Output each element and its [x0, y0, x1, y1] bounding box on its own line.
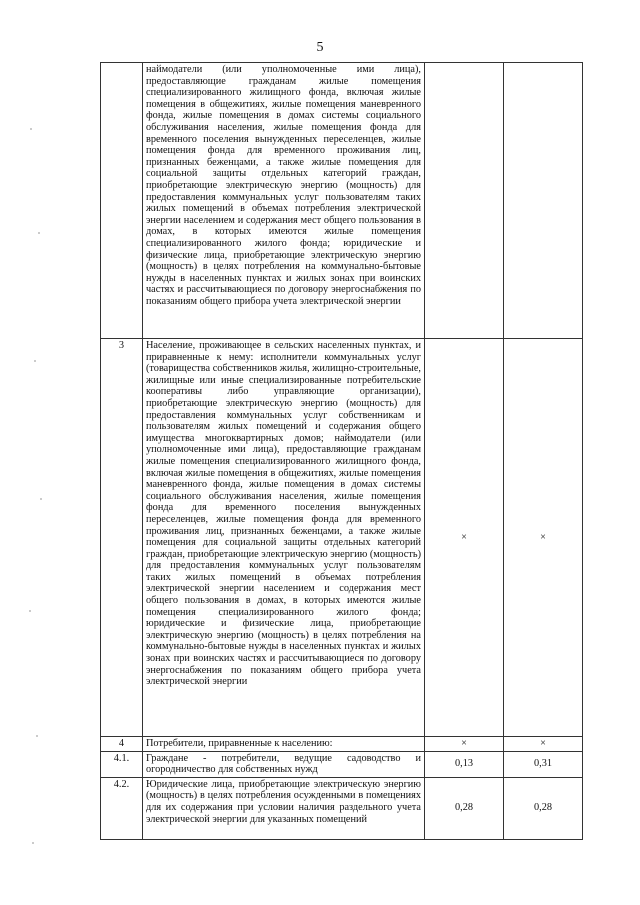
row-value-2: ×	[504, 339, 583, 737]
scan-speck	[32, 842, 34, 844]
row-value-2: ×	[504, 737, 583, 752]
row-value-1	[425, 63, 504, 339]
row-description: Граждане - потребители, ведущие садоводство и огородничество для собственных нужд	[143, 751, 425, 777]
row-description: Потребители, приравненные к населению:	[143, 737, 425, 752]
row-description: наймодатели (или уполномоченные ими лица), предоставляющие гражданам жилые помещения специализированного жилищного фонда, включая жилые помещения в общежитиях, жилые помещения маневренного фонда, жилые помещения в домах системы социального обслуживания населения, жилые помещения фонда для временного поселения вынужденных переселенцев, жилые помещения фонда для временного проживания лиц, признанных беженцами, а также жилые помещения для социальной защиты отдельных категорий граждан, приобретающие электрическую энергию (мощность) для предоставления коммунальных услуг пользователям таких жилых помещений в объемах потребления электрической энергии населением и содержания мест общего пользования в домах, в которых имеются жилые помещения специализированного жилого фонда; юридические и физические лица, приобретающие электрическую энергию (мощность) в целях потребления на коммунально-бытовые нужды в населенных пунктах и жилых зонах при воинских частях и рассчитывающиеся по договору энергоснабжения по показаниям общего прибора учета электрической энергии	[143, 63, 425, 339]
scan-speck	[40, 498, 42, 500]
scan-speck	[30, 128, 32, 130]
row-value-2: 0,31	[504, 751, 583, 777]
table-row	[101, 751, 583, 777]
row-description: Юридические лица, приобретающие электрическую энергию (мощность) в целях потребления осужденными в помещениях для их содержания при условии наличия раздельного учета электрической энергии для указанных помещений	[143, 777, 425, 839]
scan-speck	[29, 610, 31, 612]
page-number: 5	[316, 40, 324, 55]
table-row	[101, 737, 583, 752]
row-value-1: ×	[425, 737, 504, 752]
scan-speck	[36, 735, 38, 737]
row-number: 4.1.	[101, 751, 143, 777]
scan-speck	[34, 360, 36, 362]
row-value-2: 0,28	[504, 777, 583, 839]
scan-speck	[38, 232, 40, 234]
row-number	[101, 63, 143, 339]
row-value-1: 0,28	[425, 777, 504, 839]
row-number: 4	[101, 737, 143, 752]
row-number: 4.2.	[101, 777, 143, 839]
table-row	[101, 63, 583, 339]
table-row	[101, 339, 583, 737]
row-number: 3	[101, 339, 143, 737]
table-row	[101, 777, 583, 839]
row-description: Население, проживающее в сельских населенных пунктах, и приравненные к нему: исполнители коммунальных услуг (товарищества собственников жилья, жилищно-строительные, жилищные или иные специализированные потребительские кооперативы либо управляющие организации), приобретающие электрическую энергию (мощность) для предоставления коммунальных услуг собственникам и пользователям жилых помещений и содержания общего имущества многоквартирных домов; наймодатели (или уполномоченные ими лица), предоставляющие гражданам жилые помещения специализированного жилищного фонда, включая жилые помещения в общежитиях, жилые помещения маневренного фонда, жилые помещения в домах системы социального обслуживания населения, жилые помещения фонда для временного поселения вынужденных переселенцев, жилые помещения фонда для временного проживания лиц, признанных беженцами, а также жилые помещения для социальной защиты отдельных категорий граждан, приобретающие электрическую энергию (мощность) для предоставления коммунальных услуг пользователям таких жилых помещений в объемах потребления электрической энергии населением и содержания мест общего пользования в домах, в которых имеются жилые помещения специализированного жилого фонда; юридические и физические лица, приобретающие электрическую энергию (мощность) в целях потребления на коммунально-бытовые нужды в населенных пунктах и жилых зонах при воинских частях и рассчитывающиеся по договору энергоснабжения по показаниям общего прибора учета электрической энергии	[143, 339, 425, 737]
row-value-2	[504, 63, 583, 339]
tariff-table	[100, 62, 583, 840]
row-value-1: ×	[425, 339, 504, 737]
row-value-1: 0,13	[425, 751, 504, 777]
